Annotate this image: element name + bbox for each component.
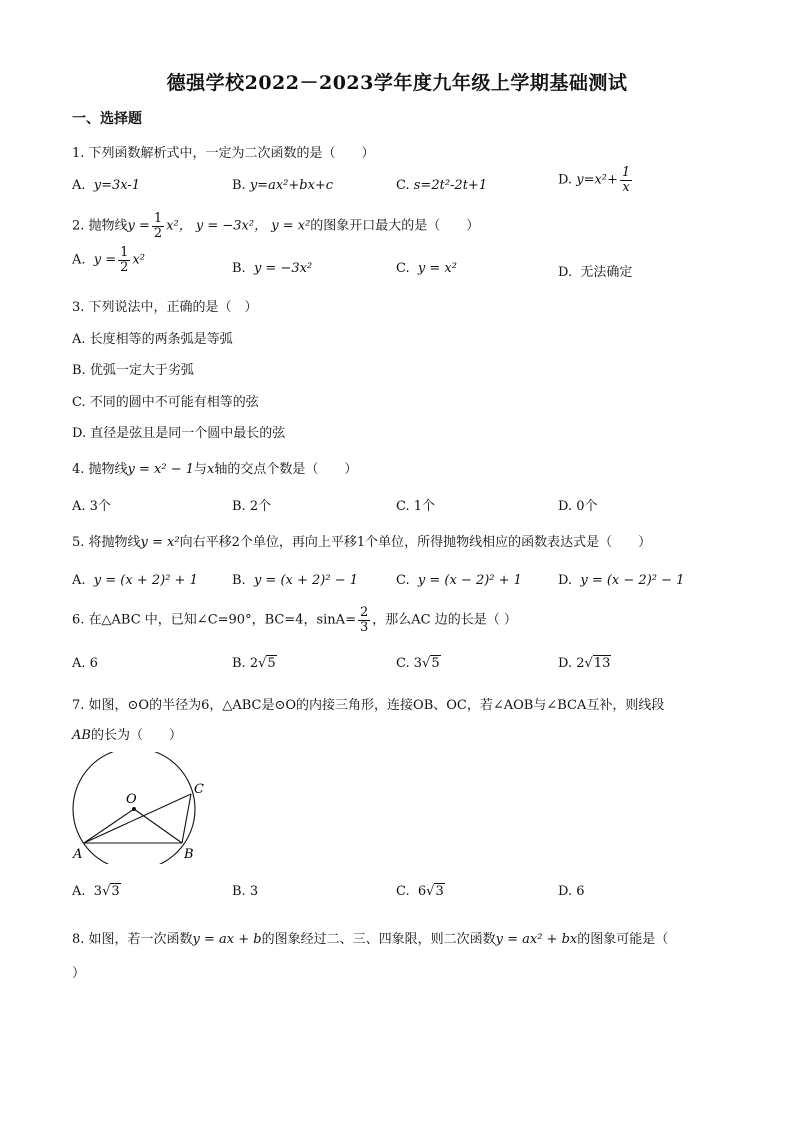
label-a: A	[73, 847, 83, 862]
q7-option-c[interactable]: C. 6√3	[396, 884, 444, 899]
q6-option-c[interactable]: C. 3√5	[396, 656, 440, 671]
q8-stem-line1: 8. 如图，若一次函数y = ax + b的图象经过二、三、四象限，则二次函数y = ax² + bx的图象可能是（	[72, 932, 669, 947]
q6-stem: 6. 在△ABC 中，已知∠C=90°，BC=4，sinA= $\frac{2}{3}$ ，那么AC 边的长是（ ）	[72, 605, 517, 635]
label-b: B	[184, 847, 194, 862]
q4-option-d[interactable]: D. 0个	[558, 499, 598, 514]
q5-options	[72, 573, 732, 597]
q3-option-d[interactable]: D. 直径是弦且是同一个圆中最长的弦	[72, 426, 286, 441]
q2-option-a[interactable]: A. y = $\frac{1}{2}$ x²	[72, 245, 145, 275]
q2-stem: 2. 抛物线y = $\frac{1}{2}$ x²， y = −3x²， y = x²的图象开口最大的是（ ）	[72, 211, 480, 241]
q4-options	[72, 495, 732, 519]
q5-option-a[interactable]: A. y = (x + 2)² + 1	[72, 573, 198, 588]
q1-stem: 1. 下列函数解析式中，一定为二次函数的是（ ）	[72, 146, 375, 161]
q2-option-b[interactable]: B. y = −3x²	[232, 261, 313, 276]
q3-option-b[interactable]: B. 优弧一定大于劣弧	[72, 363, 194, 378]
q7-stem-line1: 7. 如图，⊙O的半径为6，△ABC是⊙O的内接三角形，连接OB、OC，若∠AOB与∠BCA互补，则线段	[72, 698, 665, 713]
q7-circle-figure	[64, 752, 224, 864]
segment-ac	[84, 794, 191, 843]
q4-stem: 4. 抛物线y = x² − 1与x轴的交点个数是（ ）	[72, 462, 358, 477]
q4-option-b[interactable]: B. 2个	[232, 499, 272, 514]
label-c: C	[194, 782, 204, 797]
q8-stem-line2: ）	[72, 966, 86, 981]
q1-options	[72, 165, 732, 202]
q1-option-c[interactable]: C. s=2t²-2t+1	[396, 178, 488, 193]
q2-options	[72, 245, 732, 280]
segment-ob	[134, 809, 182, 843]
q5-option-d[interactable]: D. y = (x − 2)² − 1	[558, 573, 685, 588]
q7-option-b[interactable]: B. 3	[232, 884, 259, 899]
center-point	[132, 807, 136, 811]
q5-stem: 5. 将抛物线y = x²向右平移2个单位，再向上平移1个单位，所得抛物线相应的函数表达式是（ ）	[72, 535, 652, 550]
q6-option-a[interactable]: A. 6	[72, 656, 98, 671]
q2-option-c[interactable]: C. y = x²	[396, 261, 457, 276]
q4-option-a[interactable]: A. 3个	[72, 499, 111, 514]
q3-option-a[interactable]: A. 长度相等的两条弧是等弧	[72, 332, 233, 347]
q7-stem-line2: AB的长为（ ）	[72, 728, 182, 743]
label-o: O	[126, 792, 137, 807]
q7-option-d[interactable]: D. 6	[558, 884, 585, 899]
q1-option-b[interactable]: B. y=ax²+bx+c	[232, 178, 334, 193]
section-heading: 一、选择题	[72, 111, 142, 127]
q6-option-d[interactable]: D. 2√13	[558, 656, 611, 671]
q5-option-b[interactable]: B. y = (x + 2)² − 1	[232, 573, 358, 588]
q2-option-d[interactable]: D. 无法确定	[558, 265, 633, 280]
page-title: 德强学校2022－2023学年度九年级上学期基础测试	[166, 72, 628, 94]
q7-options	[72, 884, 732, 908]
segment-oa	[84, 809, 134, 843]
q6-option-b[interactable]: B. 2√5	[232, 656, 276, 671]
q4-option-c[interactable]: C. 1个	[396, 499, 436, 514]
q1-option-d[interactable]: D. y=x²+ $\frac{1}{x}$	[558, 165, 631, 195]
q3-stem: 3. 下列说法中，正确的是（ ）	[72, 300, 258, 315]
q1-option-a[interactable]: A. y=3x-1	[72, 178, 141, 193]
q5-option-c[interactable]: C. y = (x − 2)² + 1	[396, 573, 522, 588]
q3-option-c[interactable]: C. 不同的圆中不可能有相等的弦	[72, 395, 259, 410]
q7-option-a[interactable]: A. 3√3	[72, 884, 120, 899]
q6-options	[72, 656, 732, 680]
segment-bc	[182, 794, 191, 843]
